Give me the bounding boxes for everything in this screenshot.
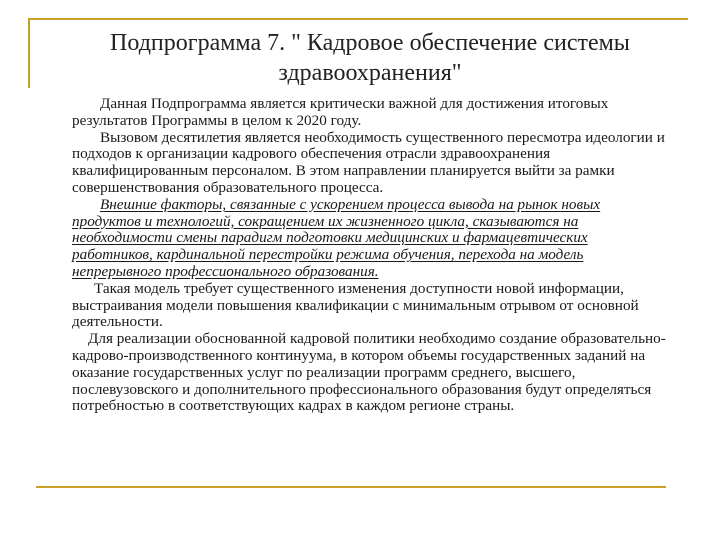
top-border-line xyxy=(28,18,688,20)
paragraph-intro: Данная Подпрограмма является критически важной для достижения итоговых результатов Программы в целом к 2020 году. xyxy=(72,95,609,129)
left-border-line xyxy=(28,18,30,88)
bottom-border-line xyxy=(36,486,666,488)
paragraph-challenge: Вызовом десятилетия является необходимость существенного пересмотра идеологии и подходов к организации кадрового обеспечения отрасли здравоохранения квалифицированным персоналом. В этом направлении планируется выйти за рамки совершенствования образовательного процесса. xyxy=(72,128,665,196)
paragraph-model: Такая модель требует существенного изменения доступности новой информации, выстраивания модели повышения квалификации с минимальным отрывом от основной деятельности. xyxy=(72,279,639,331)
paragraph-external-factors: Внешние факторы, связанные с ускорением процесса вывода на рынок новых продуктов и технологий, сокращением их жизненного цикла, сказываются на необходимости смены парадигм подготовки медицинских и фармацевтических работников, кардинальной перестройки режима обучения, перехода на модель непрерывного профессионального образования. xyxy=(72,195,601,280)
paragraph-policy: Для реализации обоснованной кадровой политики необходимо создание образовательно-кадрово-производственного континуума, в котором объемы государственных заданий на оказание государственных услуг по реализации программ среднего, высшего, послевузовского и дополнительного профессионального образования будут определяться потребностью в соответствующих кадрах в каждом регионе страны. xyxy=(72,330,666,415)
slide-title: Подпрограмма 7. " Кадровое обеспечение системы здравоохранения" xyxy=(110,30,630,86)
slide-body xyxy=(72,96,668,415)
